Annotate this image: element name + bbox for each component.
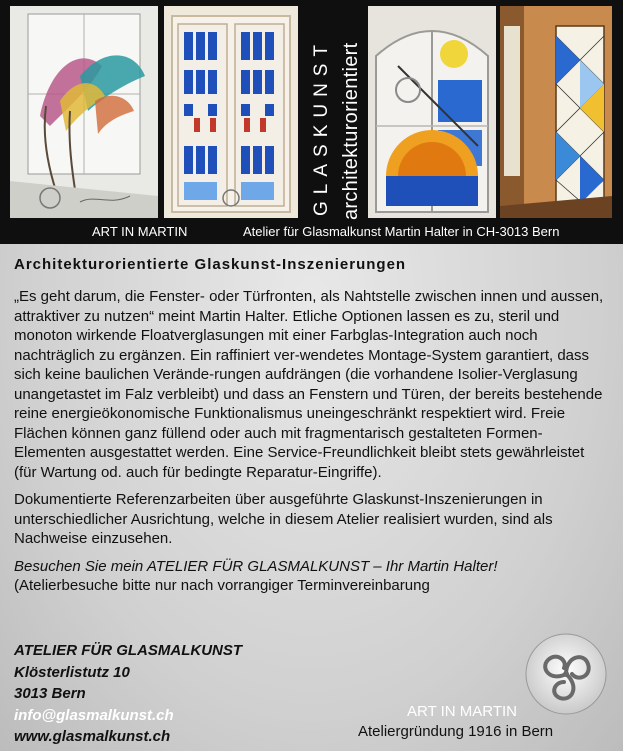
artwork-interior-window-image bbox=[500, 6, 612, 218]
glaskunst-vertical-title bbox=[302, 8, 364, 220]
artwork-blue-door-image bbox=[164, 6, 298, 218]
artwork-abstract-glass-image bbox=[10, 6, 158, 218]
atelier-name: ATELIER FÜR GLASMALKUNST bbox=[14, 642, 243, 659]
founding-note: Ateliergründung 1916 in Bern bbox=[358, 723, 554, 740]
article-paragraph-1: „Es geht darum, die Fenster- oder Türfronten, als Nahtstelle zwischen innen und aussen, attraktiver zu nutzen“ meint Martin Halter. Etliche Optionen lassen es zu, steril und monoton wirkende Floatverglasungen mit einer Farbglas-Integration auch noch nachträglich zu ergänzen. Ein raffiniert ver-wendetes Montage-System garantiert, dass sich keine baulichen Verände-rungen aufdrängen (die vorhandene Isolier-Verglasung unangetastet im Falz verbleibt) und dass an Fenstern und Türen, der bereits bestehende reine energieökonomische Funktionalismus uneingeschränkt respektiert wird. Freie Flächen können ganz füllend oder auch mit fragmentarisch gestalteten Formen-Elementen ausgestattet werden. Eine Service-Freundlichkeit bleibt stets gewährleistet (für Wartung od. auch für bedingte Reparatur-Eingriffe). bbox=[14, 288, 604, 481]
address-city: 3013 Bern bbox=[14, 685, 86, 702]
footer-brand: ART IN MARTIN bbox=[407, 703, 518, 720]
article-paragraph-2: Dokumentierte Referenzarbeiten über ausgeführte Glaskunst-Inszenierungen in unterschiedlicher Ausrichtung, welche in diesem Atelier realisiert wurden, sind als Nachweise einzusehen. bbox=[14, 491, 553, 547]
banner-caption-right: Atelier für Glasmalkunst Martin Halter in CH-3013 Bern bbox=[243, 224, 560, 239]
website-link[interactable]: www.glasmalkunst.ch bbox=[14, 728, 171, 745]
email-link[interactable]: info@glasmalkunst.ch bbox=[14, 706, 174, 724]
article-heading: Architekturorientierte Glaskunst-Inszenierungen bbox=[14, 256, 407, 273]
address-block bbox=[14, 640, 242, 748]
banner bbox=[0, 0, 623, 244]
visit-invitation: Besuchen Sie mein ATELIER FÜR GLASMALKUNST – Ihr Martin Halter! bbox=[14, 557, 498, 575]
triskele-logo-icon bbox=[524, 632, 608, 716]
banner-caption-left: ART IN MARTIN bbox=[92, 224, 188, 239]
vertical-subtitle-text: architekturorientiert bbox=[340, 42, 362, 220]
article bbox=[14, 256, 610, 596]
artwork-arched-window-image bbox=[368, 6, 496, 218]
address-street: Klösterlistutz 10 bbox=[14, 663, 130, 681]
vertical-title-text: GLASKUNST bbox=[311, 37, 332, 216]
visit-note: (Atelierbesuche bitte nur nach vorrangiger Terminvereinbarung bbox=[14, 577, 430, 594]
